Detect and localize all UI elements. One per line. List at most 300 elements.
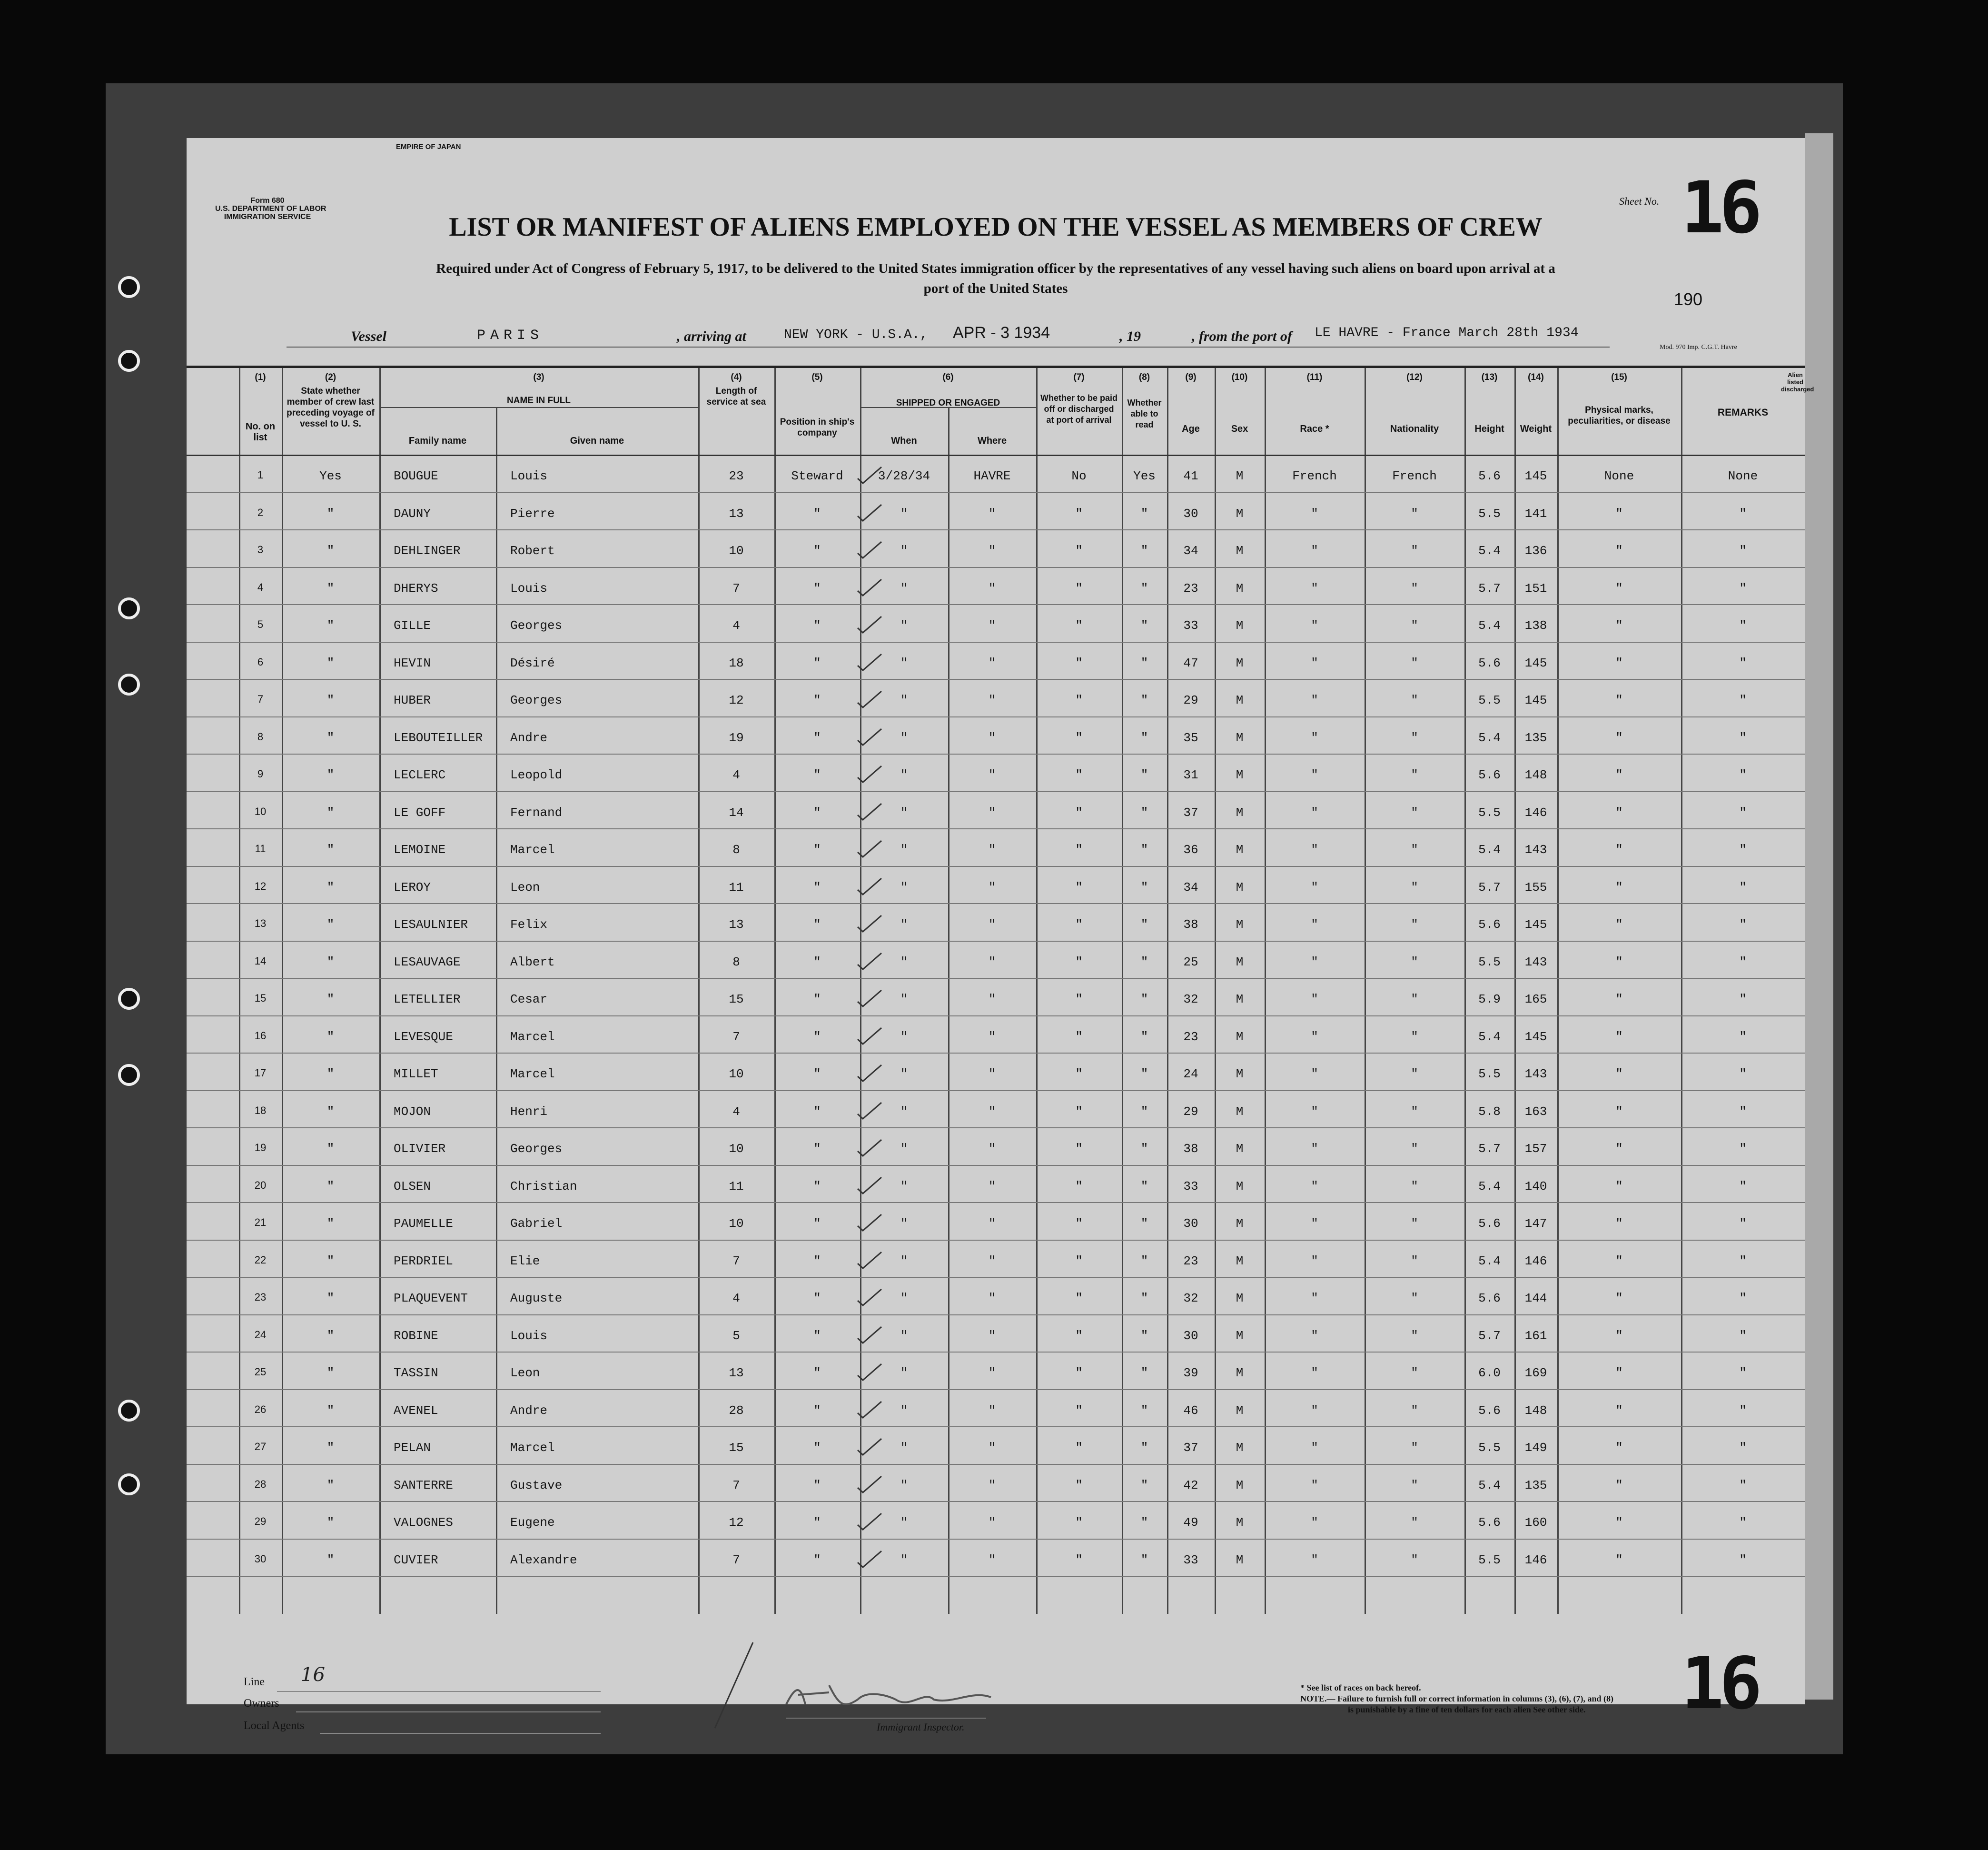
row-rule xyxy=(187,1539,1805,1540)
header-subrule xyxy=(379,407,698,408)
cell-remarks: " xyxy=(1739,1029,1747,1044)
row-rule xyxy=(187,791,1805,792)
cell-family: LEROY xyxy=(394,880,431,895)
cell-age: 25 xyxy=(1183,955,1198,969)
cell-sex: M xyxy=(1236,1253,1244,1268)
cell-no: 3 xyxy=(257,544,264,556)
cell-age: 29 xyxy=(1183,1104,1198,1119)
cell-read: " xyxy=(1140,805,1148,820)
cell-weight: 149 xyxy=(1524,1441,1547,1455)
cell-read: " xyxy=(1140,1515,1148,1530)
cell-where: " xyxy=(988,618,996,633)
cell-when: " xyxy=(900,693,908,707)
cell-position: " xyxy=(813,506,821,521)
cell-given: Marcel xyxy=(510,843,555,857)
cell-where: " xyxy=(988,1029,996,1044)
cell-position: " xyxy=(813,1478,821,1492)
cell-when: " xyxy=(900,544,908,558)
cell-when: " xyxy=(900,1366,908,1380)
row-rule xyxy=(187,1501,1805,1502)
cell-sex: M xyxy=(1236,1291,1244,1305)
line-label: Line xyxy=(244,1676,265,1688)
cell-prev: " xyxy=(326,1067,335,1081)
cell-family: MILLET xyxy=(394,1067,438,1081)
cell-race: " xyxy=(1311,843,1318,857)
cell-service: 18 xyxy=(729,656,744,670)
cell-sex: M xyxy=(1236,1328,1244,1343)
column-header: Race * xyxy=(1300,424,1329,434)
cell-paid: " xyxy=(1075,1179,1083,1194)
cell-read: " xyxy=(1140,1253,1148,1268)
cell-remarks: " xyxy=(1739,1366,1747,1380)
cell-height: 5.4 xyxy=(1478,1029,1501,1044)
cell-nationality: French xyxy=(1392,469,1437,483)
check-mark-icon xyxy=(855,951,884,971)
cell-where: " xyxy=(988,1216,996,1231)
cell-race: " xyxy=(1311,1253,1318,1268)
cell-no: 1 xyxy=(257,469,264,481)
cell-where: " xyxy=(988,768,996,782)
cell-family: LEMOINE xyxy=(394,843,446,857)
cell-paid: " xyxy=(1075,1366,1083,1380)
column-number: (13) xyxy=(1481,372,1498,382)
cell-weight: 143 xyxy=(1524,1067,1547,1081)
manifest-page xyxy=(187,138,1814,1733)
cell-where: " xyxy=(988,992,996,1006)
cell-age: 32 xyxy=(1183,1291,1198,1305)
cell-nationality: " xyxy=(1411,544,1418,558)
cell-paid: " xyxy=(1075,843,1083,857)
cell-position: " xyxy=(813,581,821,596)
penalty-note-2: is punishable by a fine of ten dollars for each alien See other side. xyxy=(1348,1705,1586,1714)
side-note: Alien listed discharged xyxy=(1781,371,1814,393)
cell-nationality: " xyxy=(1411,1552,1418,1567)
column-number: (4) xyxy=(731,372,742,382)
cell-marks: " xyxy=(1615,955,1623,969)
cell-weight: 160 xyxy=(1524,1515,1547,1530)
punch-hole xyxy=(118,276,140,298)
column-number: (3) xyxy=(533,372,544,382)
cell-read: " xyxy=(1140,1328,1148,1343)
punch-hole xyxy=(118,597,140,619)
cell-weight: 146 xyxy=(1524,1552,1547,1567)
cell-age: 33 xyxy=(1183,1179,1198,1194)
cell-where: " xyxy=(988,1403,996,1418)
row-rule xyxy=(187,1464,1805,1465)
cell-read: " xyxy=(1140,693,1148,707)
cell-paid: " xyxy=(1075,581,1083,596)
cell-given: Louis xyxy=(510,581,548,596)
cell-prev: " xyxy=(326,1515,335,1530)
cell-paid: " xyxy=(1075,1067,1083,1081)
cell-weight: 144 xyxy=(1524,1291,1547,1305)
check-mark-icon xyxy=(855,1287,884,1307)
cell-when: " xyxy=(900,581,908,596)
cell-sex: M xyxy=(1236,917,1244,932)
cell-race: " xyxy=(1311,730,1318,745)
cell-read: " xyxy=(1140,1552,1148,1567)
cell-where: " xyxy=(988,1441,996,1455)
cell-sex: M xyxy=(1236,1515,1244,1530)
column-number: (15) xyxy=(1611,372,1627,382)
row-rule xyxy=(187,903,1805,904)
cell-given: Andre xyxy=(510,730,548,745)
cell-nationality: " xyxy=(1411,955,1418,969)
cell-sex: M xyxy=(1236,1441,1244,1455)
cell-marks: " xyxy=(1615,768,1623,782)
cell-when: " xyxy=(900,1403,908,1418)
cell-sex: M xyxy=(1236,506,1244,521)
cell-nationality: " xyxy=(1411,1441,1418,1455)
cell-race: " xyxy=(1311,656,1318,670)
cell-nationality: " xyxy=(1411,1478,1418,1492)
cell-sex: M xyxy=(1236,880,1244,895)
cell-position: " xyxy=(813,1515,821,1530)
cell-service: 7 xyxy=(732,1029,740,1044)
cell-sex: M xyxy=(1236,1104,1244,1119)
cell-marks: " xyxy=(1615,805,1623,820)
cell-weight: 163 xyxy=(1524,1104,1547,1119)
column-number: (10) xyxy=(1231,372,1248,382)
cell-family: PERDRIEL xyxy=(394,1253,453,1268)
cell-family: LE GOFF xyxy=(394,805,446,820)
cell-when: " xyxy=(900,1067,908,1081)
cell-given: Désiré xyxy=(510,656,555,670)
cell-no: 19 xyxy=(254,1142,267,1154)
cell-weight: 151 xyxy=(1524,581,1547,596)
cell-given: Alexandre xyxy=(510,1552,577,1567)
cell-nationality: " xyxy=(1411,880,1418,895)
cell-family: TASSIN xyxy=(394,1366,438,1380)
sub-column-header-family-name: Family name xyxy=(408,436,467,446)
arrival-port: NEW YORK - U.S.A., xyxy=(784,328,928,342)
cell-race: " xyxy=(1311,1515,1318,1530)
cell-given: Auguste xyxy=(510,1291,563,1305)
check-mark-icon xyxy=(855,465,884,485)
cell-prev: " xyxy=(326,1291,335,1305)
cell-paid: " xyxy=(1075,917,1083,932)
cell-when: " xyxy=(900,843,908,857)
cell-position: " xyxy=(813,1253,821,1268)
cell-height: 5.6 xyxy=(1478,1515,1501,1530)
cell-when: " xyxy=(900,656,908,670)
cell-given: Gabriel xyxy=(510,1216,563,1231)
sheet-number: 16 xyxy=(1681,167,1758,249)
cell-remarks: " xyxy=(1739,1328,1747,1343)
check-mark-icon xyxy=(855,1101,884,1121)
cell-age: 23 xyxy=(1183,1253,1198,1268)
cell-race: " xyxy=(1311,1142,1318,1156)
cell-marks: " xyxy=(1615,1552,1623,1567)
cell-weight: 145 xyxy=(1524,917,1547,932)
sub-column-header-where: Where xyxy=(977,436,1007,446)
cell-no: 18 xyxy=(254,1104,267,1116)
cell-sex: M xyxy=(1236,1403,1244,1418)
punch-hole xyxy=(118,674,140,696)
cell-height: 5.6 xyxy=(1478,469,1501,483)
cell-when: 3/28/34 xyxy=(878,469,930,483)
cell-service: 11 xyxy=(729,1179,744,1194)
cell-paid: " xyxy=(1075,1441,1083,1455)
cell-family: MOJON xyxy=(394,1104,431,1119)
check-mark-icon xyxy=(855,1437,884,1457)
cell-prev: " xyxy=(326,1328,335,1343)
cell-remarks: " xyxy=(1739,955,1747,969)
cell-given: Christian xyxy=(510,1179,577,1194)
cell-marks: " xyxy=(1615,1515,1623,1530)
cell-marks: " xyxy=(1615,581,1623,596)
cell-weight: 161 xyxy=(1524,1328,1547,1343)
cell-position: " xyxy=(813,1366,821,1380)
cell-when: " xyxy=(900,955,908,969)
cell-position: " xyxy=(813,618,821,633)
cell-prev: " xyxy=(326,1441,335,1455)
cell-when: " xyxy=(900,1478,908,1492)
cell-paid: " xyxy=(1075,618,1083,633)
cell-age: 41 xyxy=(1183,469,1198,483)
cell-where: " xyxy=(988,544,996,558)
cell-marks: " xyxy=(1615,1216,1623,1231)
cell-height: 5.4 xyxy=(1478,618,1501,633)
check-mark-icon xyxy=(855,1549,884,1569)
cell-age: 38 xyxy=(1183,1142,1198,1156)
cell-nationality: " xyxy=(1411,917,1418,932)
cell-when: " xyxy=(900,1029,908,1044)
from-label: , from the port of xyxy=(1192,328,1292,344)
cell-service: 13 xyxy=(729,1366,744,1380)
cell-position: " xyxy=(813,992,821,1006)
cell-height: 5.7 xyxy=(1478,1328,1501,1343)
cell-no: 30 xyxy=(254,1552,267,1565)
cell-position: " xyxy=(813,1067,821,1081)
cell-paid: " xyxy=(1075,1029,1083,1044)
cell-read: " xyxy=(1140,1179,1148,1194)
cell-age: 37 xyxy=(1183,805,1198,820)
row-rule xyxy=(187,1277,1805,1278)
cell-service: 10 xyxy=(729,544,744,558)
page-number: 190 xyxy=(1674,289,1703,309)
cell-given: Georges xyxy=(510,618,563,633)
column-header: SHIPPED OR ENGAGED xyxy=(896,398,1000,408)
cell-position: " xyxy=(813,1403,821,1418)
cell-service: 10 xyxy=(729,1142,744,1156)
cell-weight: 147 xyxy=(1524,1216,1547,1231)
cell-nationality: " xyxy=(1411,656,1418,670)
cell-when: " xyxy=(900,730,908,745)
cell-given: Leon xyxy=(510,880,540,895)
cell-no: 26 xyxy=(254,1403,267,1415)
stamp-text: EMPIRE OF JAPAN xyxy=(396,143,461,151)
cell-paid: " xyxy=(1075,693,1083,707)
cell-nationality: " xyxy=(1411,1253,1418,1268)
cell-weight: 138 xyxy=(1524,618,1547,633)
cell-marks: " xyxy=(1615,1366,1623,1380)
cell-race: " xyxy=(1311,618,1318,633)
cell-given: Cesar xyxy=(510,992,548,1006)
cell-nationality: " xyxy=(1411,1142,1418,1156)
cell-height: 5.6 xyxy=(1478,1403,1501,1418)
line-rule xyxy=(277,1691,601,1692)
check-mark-icon xyxy=(855,876,884,896)
cell-remarks: " xyxy=(1739,1253,1747,1268)
cell-given: Eugene xyxy=(510,1515,555,1530)
cell-read: " xyxy=(1140,1029,1148,1044)
cell-nationality: " xyxy=(1411,1067,1418,1081)
cell-given: Henri xyxy=(510,1104,548,1119)
cell-nationality: " xyxy=(1411,1403,1418,1418)
cell-sex: M xyxy=(1236,618,1244,633)
cell-read: " xyxy=(1140,955,1148,969)
cell-height: 5.4 xyxy=(1478,1179,1501,1194)
cell-marks: " xyxy=(1615,1253,1623,1268)
cell-marks: " xyxy=(1615,1478,1623,1492)
cell-given: Pierre xyxy=(510,506,555,521)
cell-no: 13 xyxy=(254,917,267,929)
cell-where: " xyxy=(988,581,996,596)
column-header: Nationality xyxy=(1390,424,1439,434)
cell-nationality: " xyxy=(1411,805,1418,820)
form-number: Form 680 xyxy=(250,197,285,205)
check-mark-icon xyxy=(855,1063,884,1083)
cell-prev: " xyxy=(326,618,335,633)
cell-age: 23 xyxy=(1183,1029,1198,1044)
cell-sex: M xyxy=(1236,1179,1244,1194)
cell-when: " xyxy=(900,1253,908,1268)
cell-when: " xyxy=(900,1216,908,1231)
cell-service: 10 xyxy=(729,1067,744,1081)
cell-age: 34 xyxy=(1183,544,1198,558)
cell-family: HUBER xyxy=(394,693,431,707)
cell-weight: 141 xyxy=(1524,506,1547,521)
cell-marks: " xyxy=(1615,843,1623,857)
cell-no: 7 xyxy=(257,693,264,705)
cell-paid: " xyxy=(1075,1216,1083,1231)
subtitle-line-2: port of the United States xyxy=(923,281,1068,296)
cell-prev: " xyxy=(326,1552,335,1567)
cell-height: 5.4 xyxy=(1478,730,1501,745)
cell-family: LEBOUTEILLER xyxy=(394,730,483,745)
cell-service: 13 xyxy=(729,917,744,932)
cell-marks: " xyxy=(1615,1441,1623,1455)
cell-prev: " xyxy=(326,917,335,932)
cell-prev: " xyxy=(326,1179,335,1194)
row-rule xyxy=(187,1426,1805,1427)
cell-prev: " xyxy=(326,656,335,670)
cell-given: Marcel xyxy=(510,1067,555,1081)
row-rule xyxy=(187,1352,1805,1353)
cell-weight: 169 xyxy=(1524,1366,1547,1380)
cell-height: 5.4 xyxy=(1478,1253,1501,1268)
cell-nationality: " xyxy=(1411,843,1418,857)
cell-race: " xyxy=(1311,917,1318,932)
cell-no: 24 xyxy=(254,1328,267,1341)
cell-paid: " xyxy=(1075,730,1083,745)
column-header: Age xyxy=(1182,424,1200,434)
cell-family: PAUMELLE xyxy=(394,1216,453,1231)
cell-race: " xyxy=(1311,1216,1318,1231)
cell-paid: " xyxy=(1075,992,1083,1006)
cell-position: " xyxy=(813,656,821,670)
column-number: (1) xyxy=(255,372,266,382)
cell-when: " xyxy=(900,1515,908,1530)
cell-where: " xyxy=(988,880,996,895)
cell-service: 4 xyxy=(732,1291,740,1305)
cell-no: 29 xyxy=(254,1515,267,1527)
cell-no: 8 xyxy=(257,730,264,743)
punch-hole xyxy=(118,988,140,1010)
cell-where: " xyxy=(988,843,996,857)
cell-paid: " xyxy=(1075,544,1083,558)
cell-service: 15 xyxy=(729,1441,744,1455)
cell-read: " xyxy=(1140,1067,1148,1081)
punch-hole xyxy=(118,1064,140,1086)
cell-given: Leon xyxy=(510,1366,540,1380)
cell-when: " xyxy=(900,768,908,782)
cell-read: " xyxy=(1140,656,1148,670)
cell-prev: " xyxy=(326,1478,335,1492)
cell-given: Marcel xyxy=(510,1029,555,1044)
cell-remarks: " xyxy=(1739,1067,1747,1081)
cell-position: " xyxy=(813,1552,821,1567)
cell-age: 30 xyxy=(1183,1328,1198,1343)
check-mark-icon xyxy=(855,727,884,747)
row-rule xyxy=(187,978,1805,979)
row-rule xyxy=(187,941,1805,942)
cell-when: " xyxy=(900,1179,908,1194)
row-rule xyxy=(187,1165,1805,1166)
cell-remarks: " xyxy=(1739,805,1747,820)
cell-height: 5.5 xyxy=(1478,506,1501,521)
cell-race: " xyxy=(1311,544,1318,558)
cell-family: LETELLIER xyxy=(394,992,461,1006)
cell-sex: M xyxy=(1236,768,1244,782)
cell-marks: " xyxy=(1615,1104,1623,1119)
check-mark-icon xyxy=(855,1400,884,1420)
cell-where: HAVRE xyxy=(973,469,1011,483)
cell-no: 23 xyxy=(254,1291,267,1303)
cell-prev: " xyxy=(326,1142,335,1156)
cell-when: " xyxy=(900,1291,908,1305)
cell-family: HEVIN xyxy=(394,656,431,670)
cell-service: 7 xyxy=(732,1478,740,1492)
cell-where: " xyxy=(988,1478,996,1492)
row-rule xyxy=(187,1202,1805,1203)
cell-where: " xyxy=(988,1253,996,1268)
cell-service: 4 xyxy=(732,768,740,782)
cell-sex: M xyxy=(1236,544,1244,558)
cell-service: 8 xyxy=(732,843,740,857)
cell-nationality: " xyxy=(1411,1179,1418,1194)
cell-sex: M xyxy=(1236,1478,1244,1492)
cell-height: 5.5 xyxy=(1478,1067,1501,1081)
cell-where: " xyxy=(988,1552,996,1567)
cell-remarks: " xyxy=(1739,730,1747,745)
cell-no: 17 xyxy=(254,1067,267,1079)
cell-when: " xyxy=(900,1441,908,1455)
cell-no: 22 xyxy=(254,1253,267,1266)
cell-paid: " xyxy=(1075,1104,1083,1119)
cell-read: " xyxy=(1140,880,1148,895)
cell-read: Yes xyxy=(1133,469,1156,483)
cell-service: 5 xyxy=(732,1328,740,1343)
cell-position: " xyxy=(813,1291,821,1305)
cell-no: 6 xyxy=(257,656,264,668)
cell-race: " xyxy=(1311,880,1318,895)
cell-race: " xyxy=(1311,1104,1318,1119)
cell-paid: " xyxy=(1075,1403,1083,1418)
cell-given: Robert xyxy=(510,544,555,558)
check-mark-icon xyxy=(855,1512,884,1532)
